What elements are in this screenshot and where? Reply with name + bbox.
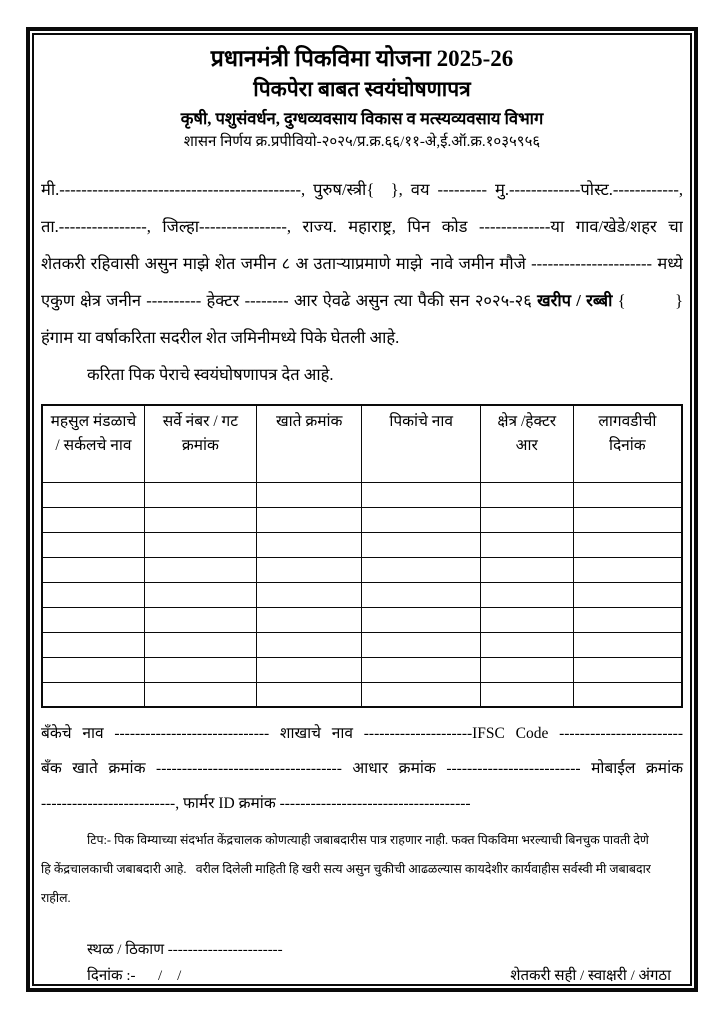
table-cell-empty [480, 582, 573, 607]
table-cell-empty [42, 557, 144, 582]
table-cell-empty [480, 607, 573, 632]
table-cell-empty [144, 682, 256, 707]
table-row [42, 507, 682, 532]
table-cell-empty [42, 607, 144, 632]
column-header-area-hectare: क्षेत्र /हेक्टर आर [480, 405, 573, 482]
season-bracket: { } [612, 291, 683, 310]
table-row [42, 482, 682, 507]
table-cell-empty [362, 557, 480, 582]
form-title: प्रधानमंत्री पिकविमा योजना 2025-26 [210, 46, 514, 71]
table-cell-empty [42, 582, 144, 607]
table-cell-empty [480, 657, 573, 682]
table-row [42, 607, 682, 632]
table-cell-empty [573, 632, 682, 657]
column-header-revenue-circle: महसुल मंडळाचे / सर्कलचे नाव [42, 405, 144, 482]
table-cell-empty [42, 632, 144, 657]
declaration-area-text: एकुण क्षेत्र जनीन ---------- हेक्टर -------- आर ऐवढे असुन त्या पैकी सन २०२५-२६ [41, 291, 538, 310]
farmer-signature-label: शेतकरी सही / स्वाक्षरी / अंगठा [510, 968, 671, 984]
table-cell-empty [480, 507, 573, 532]
table-cell-empty [362, 657, 480, 682]
bank-details-section [41, 716, 683, 821]
table-cell-empty [256, 682, 362, 707]
table-cell-empty [256, 657, 362, 682]
table-cell-empty [256, 482, 362, 507]
table-cell-empty [573, 532, 682, 557]
crop-details-table [41, 404, 683, 708]
table-row [42, 557, 682, 582]
table-cell-empty [573, 607, 682, 632]
note-line-1: टिप:- पिक विम्याच्या संदर्भात केंद्रचालक कोणत्याही जबाबदारीस पात्र राहणार नाही. फक्त पिकविमा भरल्याची बिनचुक पावती देणे [87, 833, 649, 847]
government-resolution-reference: शासन निर्णय क्र.प्रपीवियो-२०२५/प्र.क्र.६६/११-अे,ई.ऑ.क्र.१०३५९५६ [183, 134, 541, 150]
declaration-line-name-gender-age: मी.--------------------------------------------, पुरुष/स्त्री{ }, वय --------- मु.-------------पोस्ट.------------, [41, 180, 683, 199]
table-cell-empty [573, 682, 682, 707]
table-cell-empty [573, 507, 682, 532]
table-cell-empty [362, 632, 480, 657]
table-cell-empty [480, 557, 573, 582]
form-subtitle: पिकपेरा बाबत स्वयंघोषणापत्र [253, 77, 471, 101]
table-row [42, 657, 682, 682]
table-cell-empty [144, 582, 256, 607]
table-cell-empty [144, 482, 256, 507]
table-cell-empty [480, 632, 573, 657]
table-row [42, 532, 682, 557]
table-cell-empty [256, 557, 362, 582]
table-cell-empty [362, 507, 480, 532]
table-cell-empty [42, 482, 144, 507]
table-cell-empty [256, 507, 362, 532]
table-cell-empty [42, 682, 144, 707]
farmer-id-line: --------------------------, फार्मर ID क्रमांक ------------------------------------- [41, 795, 471, 812]
table-cell-empty [42, 532, 144, 557]
table-cell-empty [573, 557, 682, 582]
table-cell-empty [144, 557, 256, 582]
department-name: कृषी, पशुसंवर्धन, दुग्धव्यवसाय विकास व मत्स्यव्यवसाय विभाग [180, 109, 544, 128]
table-cell-empty [480, 532, 573, 557]
table-cell-empty [42, 657, 144, 682]
table-cell-empty [362, 682, 480, 707]
season-kharip-rabbi-label: खरीप / रब्बी [537, 291, 613, 310]
table-cell-empty [256, 607, 362, 632]
table-cell-empty [480, 682, 573, 707]
table-cell-empty [144, 507, 256, 532]
table-cell-empty [362, 532, 480, 557]
table-cell-empty [362, 607, 480, 632]
table-cell-empty [42, 507, 144, 532]
table-cell-empty [573, 582, 682, 607]
note-line-2: हि केंद्रचालकाची जबाबदारी आहे. वरील दिलेली माहिती हि खरी सत्य असुन चुकीची आढळल्यास कायदेशीर कार्यवाहीस सर्वस्वी मी जबाबदार राहील. [41, 862, 651, 905]
table-cell-empty [144, 532, 256, 557]
form-header [41, 43, 683, 153]
table-row [42, 582, 682, 607]
table-cell-empty [144, 657, 256, 682]
table-cell-empty [256, 532, 362, 557]
table-header-row [42, 405, 682, 482]
declaration-line-area-season [41, 282, 683, 319]
column-header-survey-number: सर्वे नंबर / गट क्रमांक [144, 405, 256, 482]
table-cell-empty [144, 632, 256, 657]
table-cell-empty [573, 657, 682, 682]
bank-name-branch-ifsc-line: बँकेचे नाव ------------------------------ शाखाचे नाव ---------------------IFSC Code ------------------------ [41, 725, 683, 742]
table-cell-empty [362, 582, 480, 607]
table-cell-empty [256, 582, 362, 607]
table-row [42, 682, 682, 707]
declaration-paragraph [41, 171, 683, 393]
note-section [41, 826, 683, 913]
declaration-line-taluka-district: ता.----------------, जिल्हा----------------, राज्य. महाराष्ट्र, पिन कोड -------------या गाव/खेडे/शहर चा [41, 217, 683, 236]
footer-section [41, 937, 683, 986]
page-border-inner [32, 33, 692, 986]
page-border-outer [26, 27, 698, 992]
table-cell-empty [573, 482, 682, 507]
column-header-sowing-date: लागवडीची दिनांक [573, 405, 682, 482]
declaration-line-land-village: शेतकरी रहिवासी असुन माझे शेत जमीन ८ अ उताऱ्याप्रमाणे माझे नावे जमीन मौजे ---------------------- मध्ये [41, 254, 683, 273]
column-header-crop-name: पिकांचे नाव [362, 405, 480, 482]
bank-account-aadhaar-mobile-line: बँक खाते क्रमांक ------------------------------------ आधार क्रमांक -------------------------- मोबाईल क्रमांक [41, 760, 683, 777]
declaration-line-purpose: करिता पिक पेराचे स्वयंघोषणापत्र देत आहे. [87, 365, 334, 384]
crop-table-body [42, 482, 682, 707]
place-line: स्थळ / ठिकाण ----------------------- [87, 942, 283, 958]
date-line: दिनांक :- / / [87, 968, 182, 984]
table-cell-empty [144, 607, 256, 632]
table-cell-empty [256, 632, 362, 657]
table-cell-empty [480, 482, 573, 507]
table-cell-empty [362, 482, 480, 507]
declaration-line-season-year: हंगाम या वर्षाकरिता सदरील शेत जमिनीमध्ये पिके घेतली आहे. [41, 328, 400, 347]
table-row [42, 632, 682, 657]
column-header-account-number: खाते क्रमांक [256, 405, 362, 482]
